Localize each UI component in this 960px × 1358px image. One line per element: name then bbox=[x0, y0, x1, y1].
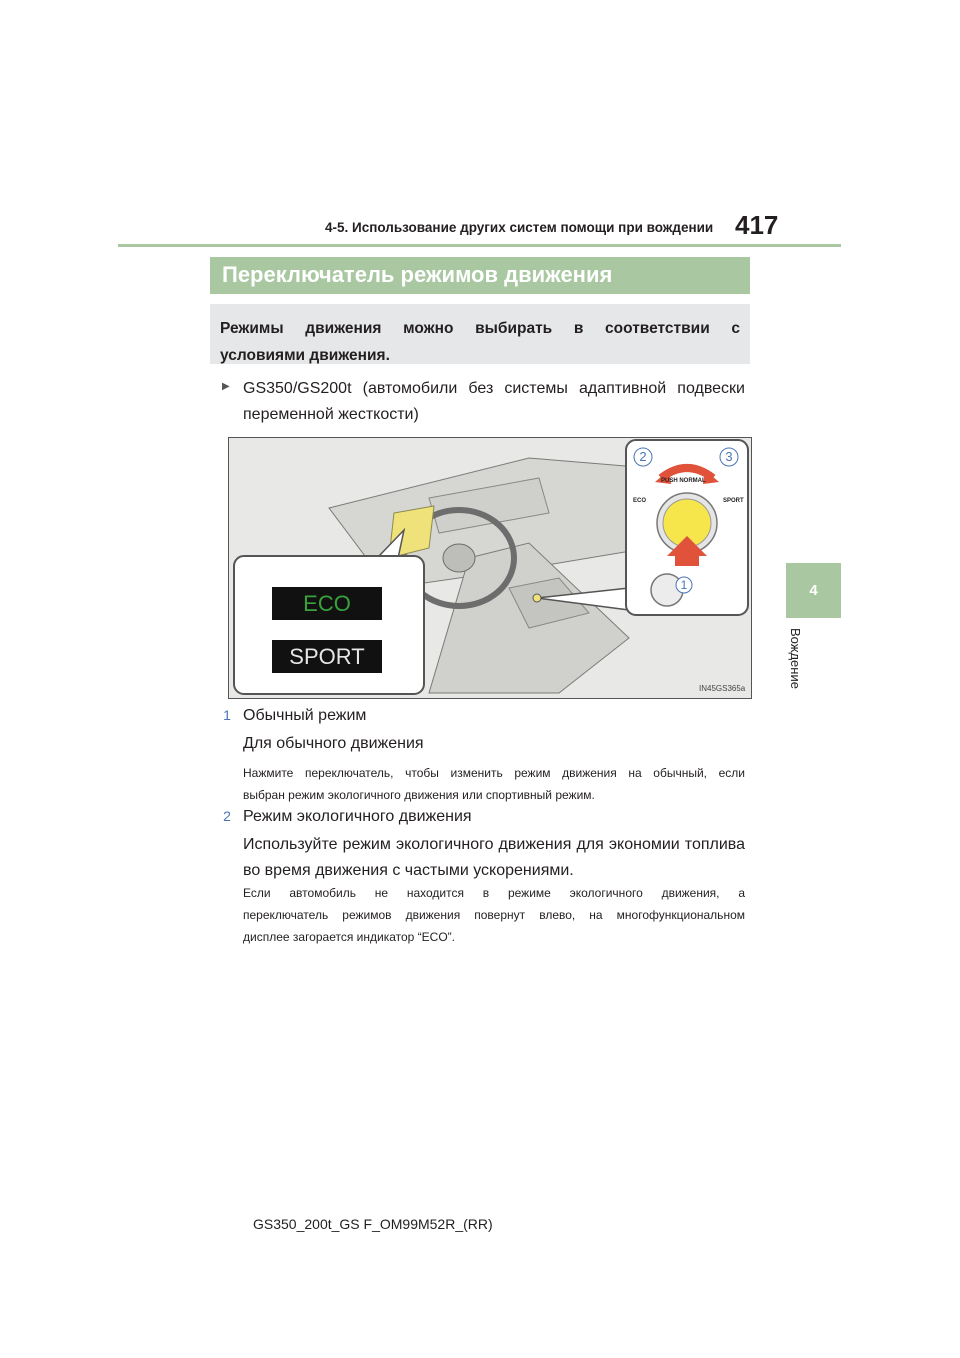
model-line-1: GS350/GS200t (автомобили без системы адаптивной подвески bbox=[243, 380, 745, 397]
item-2-note bbox=[243, 882, 745, 948]
knob-label-eco: ECO bbox=[633, 498, 647, 504]
section-title-bar bbox=[210, 257, 750, 294]
chapter-tab-label-wrap bbox=[783, 628, 803, 708]
section-title: Переключатель режимов движения bbox=[222, 262, 613, 287]
knob-label-push-normal: PUSH NORMAL bbox=[661, 478, 706, 484]
figure-code: IN45GS365a bbox=[699, 684, 746, 693]
chapter-tab-label: Вождение bbox=[788, 628, 803, 689]
item-2-subtitle bbox=[243, 832, 745, 884]
display-eco: ECO bbox=[303, 591, 351, 616]
drive-mode-illustration bbox=[228, 437, 752, 699]
chapter-tab: 4 bbox=[786, 563, 841, 618]
item-1-note-line-1: Нажмите переключатель, чтобы изменить режим движения на обычный, если bbox=[243, 766, 745, 780]
item-2-subtitle-line-2: во время движения с частыми ускорениями. bbox=[243, 862, 574, 879]
item-1-title: Обычный режим bbox=[243, 707, 367, 724]
item-1-note-line-2: выбран режим экологичного движения или спортивный режим. bbox=[243, 788, 595, 802]
triangle-bullet-icon: ▶ bbox=[222, 381, 230, 392]
model-applicability bbox=[243, 376, 745, 428]
item-2-note-line-1: Если автомобиль не находится в режиме экологичного движения, а bbox=[243, 886, 745, 900]
knob-label-sport: SPORT bbox=[723, 498, 744, 504]
intro-box bbox=[210, 304, 750, 364]
intro-text bbox=[210, 304, 750, 369]
model-line-2: переменной жесткости) bbox=[243, 406, 419, 423]
item-1-subtitle: Для обычного движения bbox=[243, 735, 424, 752]
document-code: GS350_200t_GS F_OM99M52R_(RR) bbox=[253, 1216, 493, 1232]
intro-line-1: Режимы движения можно выбирать в соответствии с bbox=[220, 320, 740, 337]
item-1-note bbox=[243, 762, 745, 806]
item-2-note-line-3: дисплее загорается индикатор “ECO”. bbox=[243, 930, 455, 944]
item-2-title: Режим экологичного движения bbox=[243, 808, 472, 825]
callout-3: 3 bbox=[725, 449, 733, 464]
display-sport: SPORT bbox=[289, 644, 365, 669]
callout-2: 2 bbox=[639, 449, 647, 464]
running-header-title: 4-5. Использование других систем помощи при вождении bbox=[325, 220, 714, 235]
callout-1: 1 bbox=[680, 578, 688, 592]
item-2-note-line-2: переключатель режимов движения повернут влево, на многофункциональном bbox=[243, 908, 745, 922]
item-2-subtitle-line-1: Используйте режим экологичного движения для экономии топлива bbox=[243, 836, 745, 853]
page-number: 417 bbox=[735, 210, 779, 240]
item-number-2: 2 bbox=[223, 808, 231, 824]
intro-line-2: условиями движения. bbox=[220, 347, 390, 364]
item-number-1: 1 bbox=[223, 707, 231, 723]
header-rule bbox=[118, 244, 841, 247]
